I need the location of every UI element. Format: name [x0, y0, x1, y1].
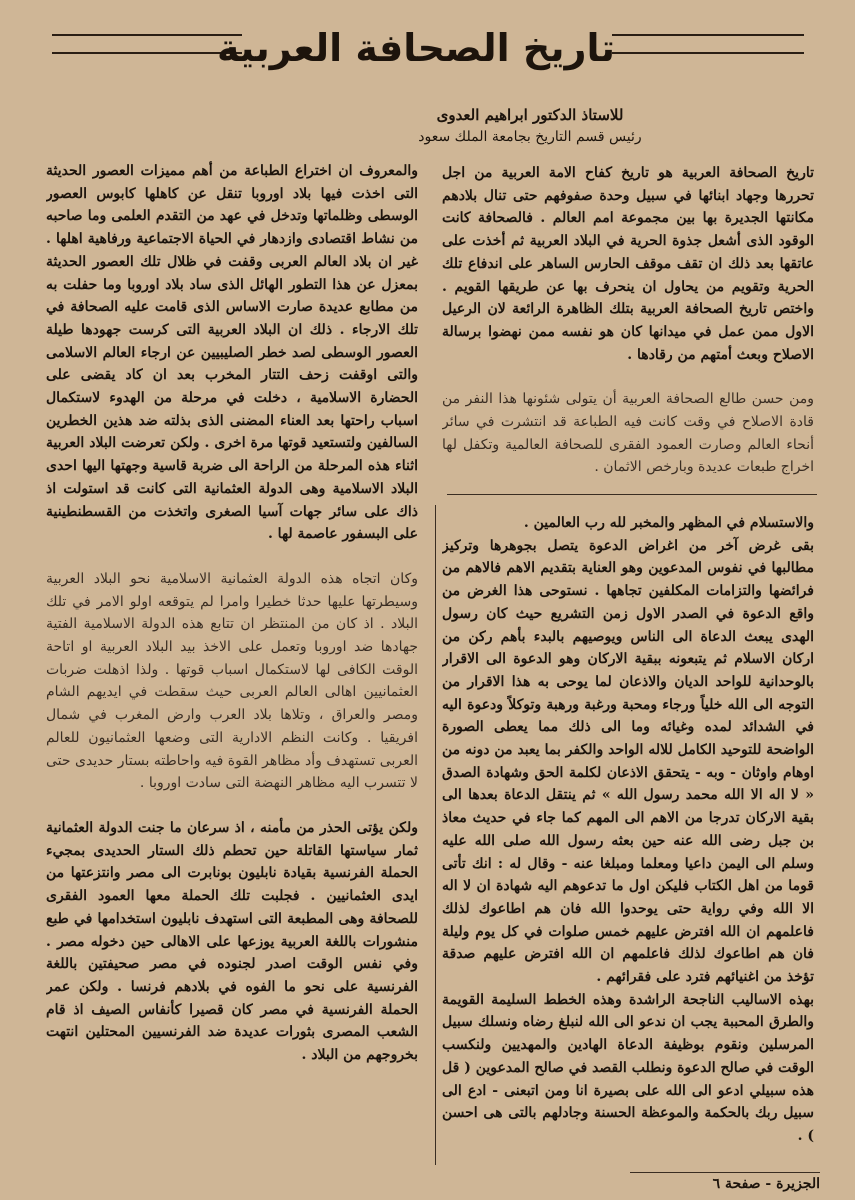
section-divider — [447, 494, 817, 495]
right-column-bottom — [442, 512, 814, 1158]
author-role: رئيس قسم التاريخ بجامعة الملك سعود — [418, 129, 642, 145]
header-rule-right-bottom — [612, 52, 804, 54]
header-rule-left-bottom — [52, 52, 242, 54]
paragraph: وكان اتجاه هذه الدولة العثمانية الاسلامية نحو البلاد العربية وسيطرتها عليها حدثا خطيرا وامرا لم يتوقعه اولو الامر في تلك البلاد . اذ كان من المنتظر ان تتابع هذه الدولة الاسلامية الفتية جهادها ضد اوروبا وتعمل على الاخذ بيد البلاد العربية او اتاحة الوقت الكافى لها لاستكمال اسباب قوتها . ولذا اذهلت ضربات العثمانيين اهالى العالم العربى حيث سقطت في ايديهم الشام ومصر والعراق ، وتلاها بلاد العرب وارض المغرب في شمال افريقيا . وكانت النظم الادارية التى وضعها العثمانيون للعالم العربى تستهدف وأد مظاهر القوة فيه واحاطته بستار حديدى حتى لا تتسرب اليه مظاهر النهضة التى سادت اوروبا . — [46, 570, 418, 792]
paragraph: ومن حسن طالع الصحافة العربية أن يتولى شئونها هذا النفر من قادة الاصلاح في وقت كانت فيه الطباعة قد انتشرت في سائر أنحاء العالم وصارت العمود الفقرى للصحافة العالمية وتكفل لها اخراج طبعات عديدة وبارخص الاثمان . — [442, 391, 814, 476]
paragraph: والاستسلام في المظهر والمخبر لله رب العالمين . — [523, 515, 814, 531]
footer-rule — [630, 1172, 820, 1173]
header-rule-right-top — [612, 34, 804, 36]
article-title: تاريخ الصحافة العربية — [216, 26, 615, 70]
paragraph: ولكن يؤتى الحذر من مأمنه ، اذ سرعان ما جنت الدولة العثمانية ثمار سياستها القاتلة حين تحطم ذلك الستار الحديدى بمجيء الحملة الفرنسية بقيادة نابليون بونابرت الى مصر وانتزعتها من ايدى العثمانيين . فجلبت تلك الحملة معها العمود الفقرى للصحافة وهى المطبعة التى استهدف نابليون استخدامها في طبع منشورات باللغة العربية يوزعها على الاهالى حين دخوله مصر . وفي نفس الوقت اصدر لجنوده في مصر صحيفتين باللغة الفرنسية على نحو ما الفوه في بلادهم فرنسا . ولكن عمر الحملة الفرنسية في مصر كان قصيرا كأنفاس الصيف اذ قام الشعب المصرى بثورات عديدة ضد الفرنسيين المحتلين انتهت بخروجهم من البلاد . — [46, 819, 418, 1064]
right-column-top — [442, 162, 814, 480]
paragraph: بهذه الاساليب الناجحة الراشدة وهذه الخطط السليمة القويمة والطرق المحببة يجب ان ندعو الى الله لنبلغ رضاه ونسلك سبيل المرسلين ونقوم بوظيفة الدعاة الهادين والمهديين ولنكسب الوقت في صالح الدعوة ونطلب القصد في صالح المدعوين ( قل هذه سبيلي ادعو الى الله على بصيرة انا ومن اتبعنى - ادع الى سبيل ربك بالحكمة والموعظة الحسنة وجادلهم بالتى هى احسن ) . — [442, 991, 814, 1144]
paragraph: تاريخ الصحافة العربية هو تاريخ كفاح الامة العربية من اجل تحررها وجهاد ابنائها في سبيل وحدة صفوفهم حتى تنال بلادهم مكانتها الجديرة بها بين مجموعة امم العالم . فالصحافة كانت الوقود الذى أشعل جذوة الحرية في البلاد العربية ثم أخذت على عاتقها بعد ذلك ان تقف موقف الحارس الساهر على اندفاع تلك الحرية وتقويم من يحاول ان ينحرف بها عن طريقها القويم . واختص تاريخ الصحافة العربية بتلك الظاهرة الرائعة لان الرعيل الاول ممن عمل في ميدانها كان هو نفسه ممن نهضوا برسالة الاصلاح وبعث أمتهم من رقادها . — [442, 165, 814, 363]
paragraph: بقى غرض آخر من اغراض الدعوة يتصل بجوهرها وتركيز مطالبها في نفوس المدعوين وهو العناية بتقديم الاهم فالاهم من فرائضها والتزامات المكلفين تجاهها . نستوحى هذا الغرض من واقع الدعوة في الصدر الاول زمن التشريع حيث كان رسول الهدى يبعث الدعاة الى الناس ويوصيهم بالبدء بأهم ركن من اركان الاسلام ثم يتبعونه ببقية الاركان وهو الدعوة الى الاقرار بالوحدانية للواحد الديان والاذعان لما يوحى به هذا الاقرار من التوجه الى الله خلياً ورجاء ومحبة ورغبة ورهبة وتوكلاً ودعوة اليه في الشدائد لمده وغيائه وما الى ذلك مما يعطى الصورة الواضحة للتوحيد الكامل للاله الواحد والكفر بما يعبد من دونه من اوهام واوثان - وبه - يتحقق الاذعان لكلمة الحق وشهادة الصدق « لا اله الا الله محمد رسول الله » ثم ينتقل الدعاة بعدها الى بقية الاركان تدرجا من الاهم الى المهم كما جاء في حديث معاذ بن جبل رضى الله عنه حين بعثه رسول الله صلى الله عليه وسلم الى اليمن داعيا ومعلما ومبلغا عنه - وقال له : انك تأتى قوما من اهل الكتاب فليكن اول ما تدعوهم اليه شهادة ان لا اله الا الله وفي رواية حتى يوحدوا الله فان هم اطاعوك لذلك فاعلمهم ان الله افترض عليهم خمس صلوات في كل يوم وليلة فان هم اطاعوك لذلك فاعلمهم ان الله افترض عليهم صدقة تؤخذ من اغنيائهم فترد على فقرائهم . — [442, 537, 814, 986]
page-footer: الجزيرة - صفحة ٦ — [712, 1176, 820, 1192]
byline — [380, 104, 680, 148]
left-column — [46, 160, 418, 1164]
paragraph: والمعروف ان اختراع الطباعة من أهم مميزات العصور الحديثة التى اخذت فيها بلاد اوروبا تنقل عن كاهلها كابوس العصور الوسطى وظلماتها وتدخل في عهد من التقدم العلمى وما صاحبه من نشاط اقتصادى وازدهار في الحياة الاجتماعية ورفاهية اهلها . غير ان بلاد العالم العربى وقفت في ظلال تلك العصور الحديثة بمعزل عن هذا التطور الهائل الذى ساد بلاد اوروبا وما حفلت به من مطابع عديدة صارت الاساس الذى قامت عليه الصحافة في تلك الارجاء . ذلك ان البلاد العربية التى كرست جهودها طيلة العصور الوسطى لصد خطر الصليبيين عن ارجاء العالم الاسلامى والتى اوقفت زحف التتار المخرب بعد ان كاد يقضى على الحضارة الاسلامية ، دخلت في مرحلة من الهدوء لاستكمال اسباب راحتها بعد العناء المضنى الذى بذلته ضد هذين الخطرين السالفين ولتستعيد قوتها مرة اخرى . ولكن تعرضت البلاد العربية اثناء هذه المرحلة من الراحة الى ضربة قاسية وجهتها اليها احدى البلاد الاسلامية وهى الدولة العثمانية التى كانت قد استولت اذ ذاك على سائر جهات آسيا الصغرى واتخذت من القسطنطينية على البسفور عاصمة لها . — [46, 163, 418, 543]
author-name: للاستاذ الدكتور ابراهيم العدوى — [436, 106, 624, 124]
header-rule-left-top — [52, 34, 242, 36]
column-divider — [435, 505, 436, 1165]
